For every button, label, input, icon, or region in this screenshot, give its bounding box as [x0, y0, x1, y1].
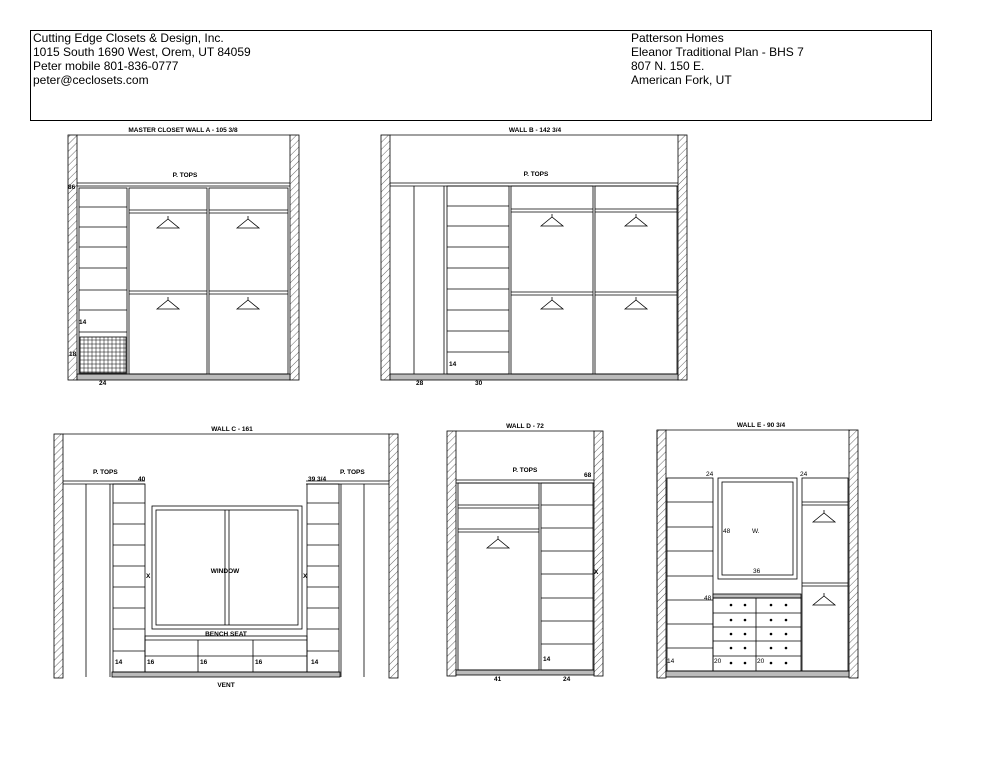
wall-e: [657, 430, 858, 678]
wall-d-dim: X: [594, 569, 599, 576]
wall-c-vent-label: VENT: [217, 682, 235, 689]
wall-b-right-hatch: [678, 135, 687, 380]
wall-c-dim: 14: [115, 659, 123, 666]
wall-e-dim: 36: [753, 568, 761, 575]
wall-c-dim: 16: [200, 659, 208, 666]
wall-c-title: WALL C - 161: [211, 426, 253, 433]
hanger-icon: [541, 214, 563, 226]
wall-c-dim: 14: [311, 659, 319, 666]
wall-b-ptops: P. TOPS: [523, 171, 549, 178]
hanger-icon: [487, 536, 509, 548]
wall-d-dim: 41: [494, 676, 502, 683]
company-name: Cutting Edge Closets & Design, Inc.: [33, 31, 224, 45]
wall-a-left-hatch: [68, 135, 77, 380]
wall-c-dim: 16: [255, 659, 263, 666]
client-plan: Eleanor Traditional Plan - BHS 7: [631, 45, 804, 59]
wall-d-ptops: P. TOPS: [512, 467, 538, 474]
wall-a-dim: 18: [69, 351, 77, 358]
wall-d-dim: 24: [563, 676, 571, 683]
wall-c-ptops-right: P. TOPS: [340, 469, 365, 476]
bench-seat: [145, 636, 307, 672]
wall-b-dim: 30: [475, 380, 483, 387]
wall-a-title: MASTER CLOSET WALL A - 105 3/8: [128, 127, 238, 134]
wall-c-ptops-left: P. TOPS: [93, 469, 118, 476]
hanger-icon: [625, 214, 647, 226]
wall-a-right-hatch: [290, 135, 299, 380]
wall-e-dim: 14: [667, 658, 675, 665]
wall-e-dim: 48: [723, 528, 731, 535]
wall-c-window-label: WINDOW: [210, 568, 240, 575]
wall-c-dim: 39 3/4: [308, 476, 327, 483]
wall-a-dim: 14: [79, 319, 87, 326]
hanger-icon: [813, 593, 835, 605]
hanger-icon: [625, 297, 647, 309]
wall-e-title: WALL E - 90 3/4: [736, 422, 786, 429]
wall-d-dim: 68: [584, 472, 592, 479]
wall-c-dim: 40: [138, 476, 146, 483]
wall-c-right-hatch: [389, 434, 398, 678]
hanger-icon: [237, 297, 259, 309]
wall-e-dim: 24: [706, 471, 714, 478]
wall-c-bench-label: BENCH SEAT: [205, 631, 247, 638]
wall-d-left-hatch: [447, 431, 456, 676]
wall-c-dim: X: [146, 573, 151, 580]
wall-e-dim: 48: [704, 595, 712, 602]
wall-e-dim: 20: [757, 658, 765, 665]
wall-e-left-hatch: [657, 430, 666, 678]
company-email: peter@ceclosets.com: [33, 73, 149, 87]
hanger-icon: [157, 216, 179, 228]
wall-b-dim: 14: [449, 361, 457, 368]
wall-a-dim: 24: [99, 380, 107, 387]
wall-e-dim: 20: [714, 658, 722, 665]
client-address: 807 N. 150 E.: [631, 59, 705, 73]
wall-e-dim: 24: [800, 471, 808, 478]
wall-b-dim: 28: [416, 380, 424, 387]
client-city: American Fork, UT: [631, 73, 732, 87]
hanger-icon: [237, 216, 259, 228]
wall-e-dim: W.: [752, 528, 760, 535]
wall-a-ptops: P. TOPS: [172, 172, 198, 179]
wall-b-title: WALL B - 142 3/4: [508, 127, 562, 134]
wall-b-left-hatch: [381, 135, 390, 380]
hanger-icon: [157, 297, 179, 309]
wall-d-dim: 14: [543, 656, 551, 663]
wall-a-dim: 86: [68, 184, 76, 191]
company-phone: Peter mobile 801-836-0777: [33, 59, 179, 73]
hanger-icon: [541, 297, 563, 309]
wire-basket: [80, 337, 126, 373]
wall-c-left-hatch: [54, 434, 63, 678]
wall-d-title: WALL D - 72: [506, 423, 544, 430]
wall-c-dim: 16: [147, 659, 155, 666]
wall-d-right-hatch: [594, 431, 603, 676]
hanger-icon: [813, 510, 835, 522]
company-address: 1015 South 1690 West, Orem, UT 84059: [33, 45, 251, 59]
wall-e-right-hatch: [849, 430, 858, 678]
client-name: Patterson Homes: [631, 31, 724, 45]
wall-c-dim: X: [303, 573, 308, 580]
